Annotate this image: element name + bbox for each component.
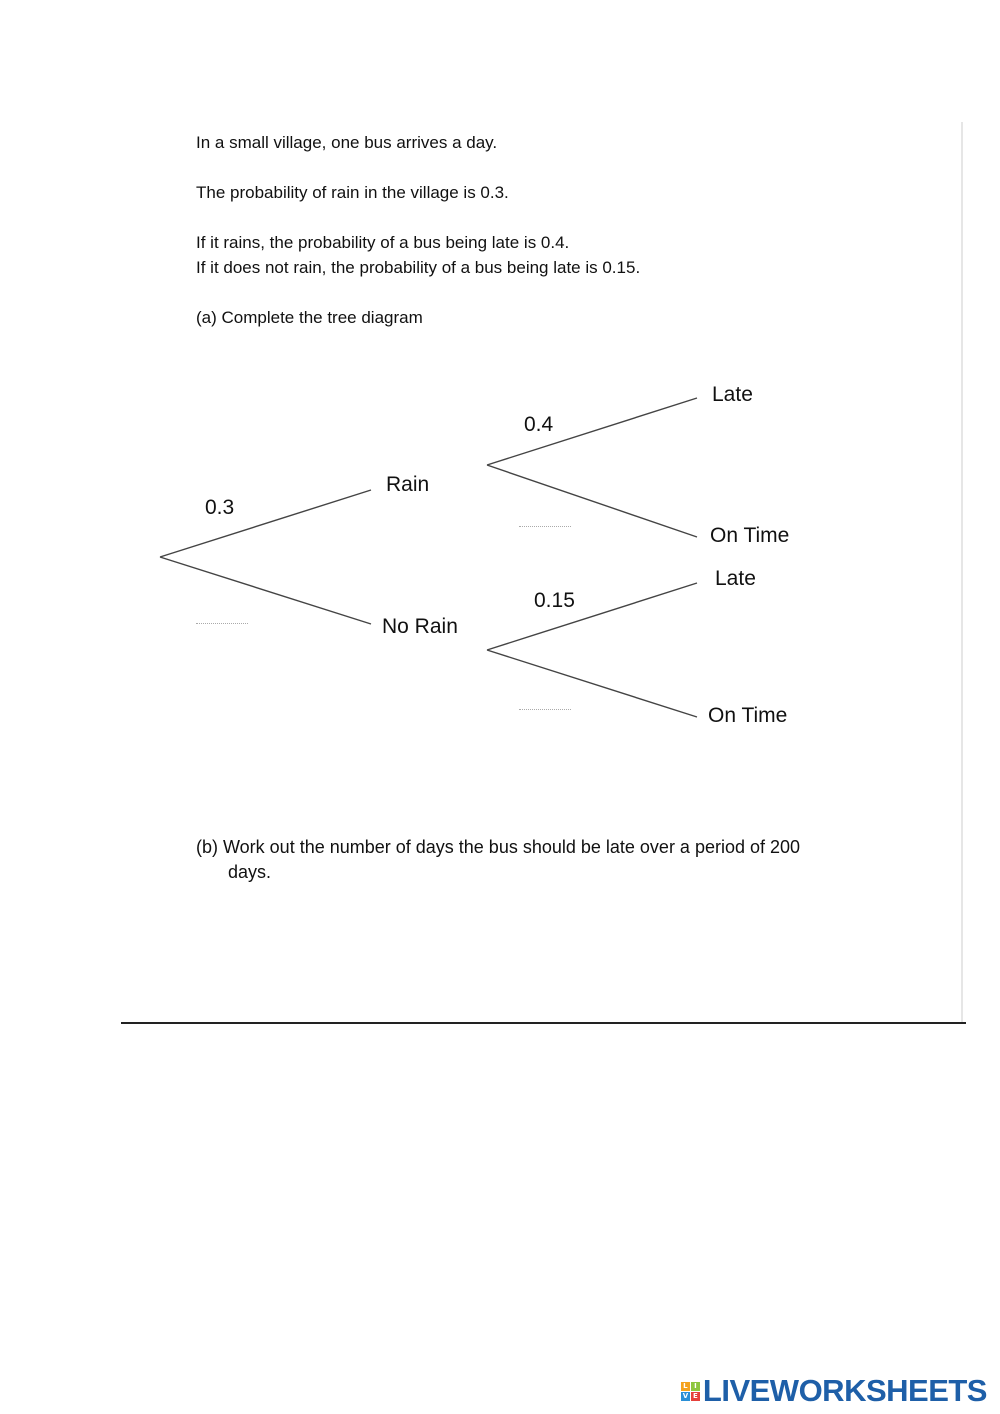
p-late-given-rain-label: 0.4 — [524, 413, 554, 436]
late-if-rain-text: If it rains, the probability of a bus being late is 0.4. — [196, 233, 570, 252]
p-no-rain-answer-field[interactable] — [196, 621, 248, 624]
liveworksheets-logo-text: LIVEWORKSHEETS — [702, 1373, 987, 1408]
rain-on-time-label: On Time — [710, 524, 790, 547]
p-on-time-given-no-rain-answer-field[interactable] — [519, 707, 571, 710]
no-rain-node-label: No Rain — [382, 615, 458, 638]
rain-node-label: Rain — [386, 473, 430, 496]
branch-rain — [160, 490, 371, 557]
p-rain-label: 0.3 — [205, 496, 235, 519]
branch-rain-late — [487, 398, 697, 465]
no-rain-late-label: Late — [715, 567, 756, 590]
intro-text: In a small village, one bus arrives a day. — [196, 133, 498, 152]
p-late-given-no-rain-label: 0.15 — [534, 589, 575, 612]
part-b-line-2: days. — [228, 862, 272, 882]
rain-probability-text: The probability of rain in the village is 0.3. — [196, 183, 509, 202]
section-divider — [121, 1022, 966, 1024]
part-b-line-1: (b) Work out the number of days the bus should be late over a period of 200 — [196, 837, 801, 857]
branch-no-rain-late — [487, 583, 697, 650]
p-on-time-given-rain-answer-field[interactable] — [519, 524, 571, 527]
part-a-heading: (a) Complete the tree diagram — [196, 308, 423, 327]
branch-no-rain — [160, 557, 371, 624]
no-rain-on-time-label: On Time — [708, 704, 788, 727]
rain-late-label: Late — [712, 383, 753, 406]
late-if-no-rain-text: If it does not rain, the probability of a bus being late is 0.15. — [196, 258, 641, 277]
liveworksheets-logo-icon: L I V E — [681, 1382, 700, 1401]
liveworksheets-logo[interactable] — [681, 1373, 987, 1409]
